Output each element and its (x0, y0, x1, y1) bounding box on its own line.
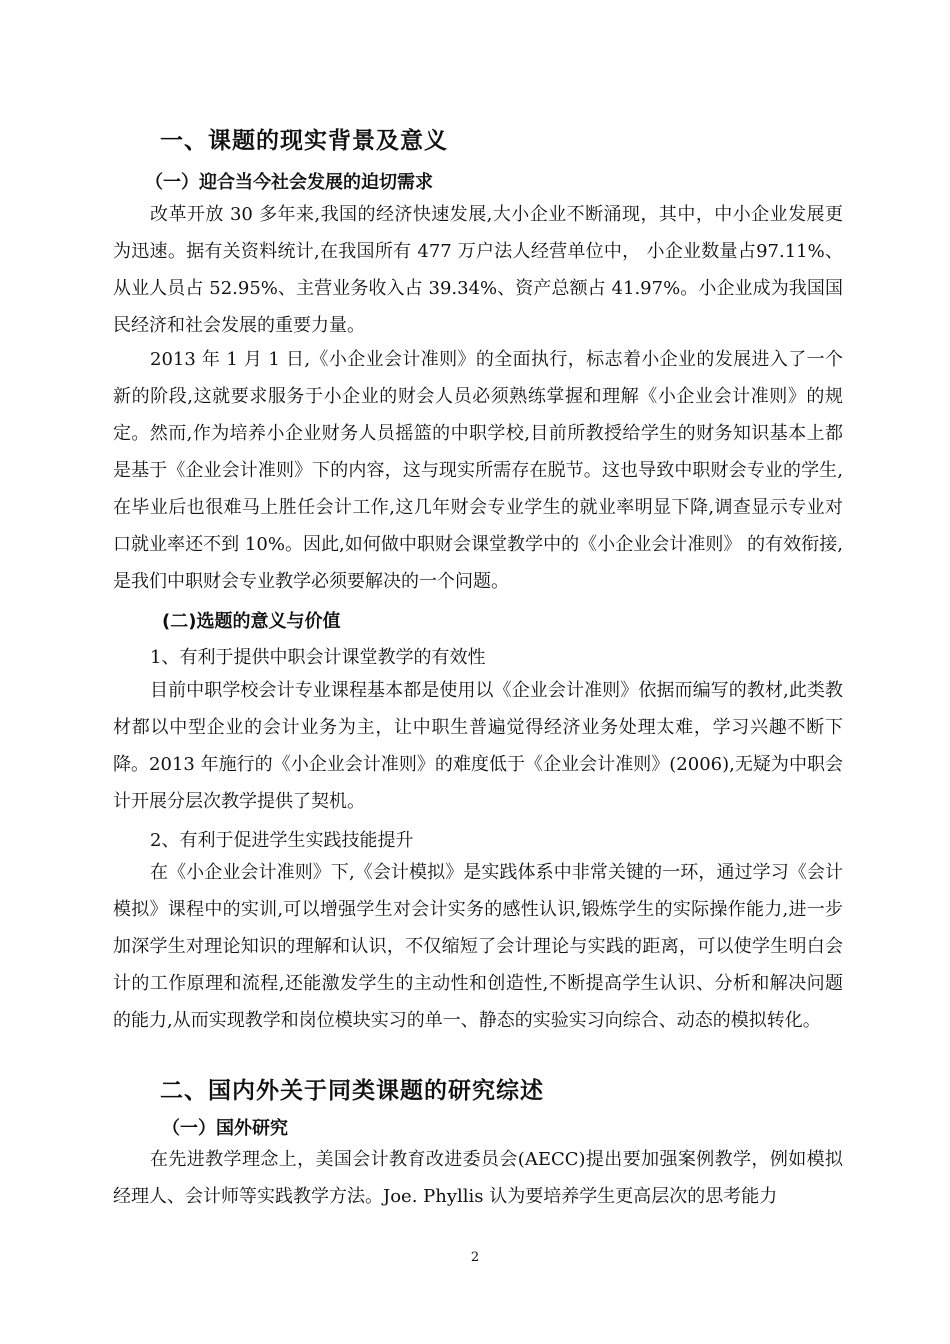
section-1-heading: 一、课题的现实背景及意义 (160, 128, 448, 154)
list-item-2: 2、有利于促进学生实践技能提升 (150, 830, 414, 851)
subsection-2-1-heading: （一）国外研究 (162, 1118, 288, 1139)
page-number: 2 (470, 1250, 480, 1265)
subsection-1-2-heading: (二)选题的意义与价值 (162, 611, 341, 632)
paragraph-4: 在《小企业会计准则》下,《会计模拟》是实践体系中非常关键的一环，通过学习《会计模拟》课程中的实训,可以增强学生对会计实务的感性认识,锻炼学生的实际操作能力,进一步加深学生对理论知识的理解和认识，不仅缩短了会计理论与实践的距离，可以使学生明白会计的工作原理和流程,还能激发学生的主动性和创造性,不断提高学生认识、分析和解决问题的能力,从而实现教学和岗位模块实习的单一、静态的实验实习向综合、动态的模拟转化。 (113, 862, 843, 1031)
list-item-1: 1、有利于提供中职会计课堂教学的有效性 (150, 647, 486, 668)
paragraph-1: 改革开放 30 多年来,我国的经济快速发展,大小企业不断涌现，其中，中小企业发展更为迅速。据有关资料统计,在我国所有 477 万户法人经营单位中， 小企业数量占97.11%、从业人员占 52.95%、主营业务收入占 39.34%、资产总额占 41.97%。小企业成为我国国民经济和社会发展的重要力量。 (113, 204, 843, 336)
subsection-1-1-heading: （一）迎合当今社会发展的迫切需求 (145, 172, 433, 193)
paragraph-2: 2013 年 1 月 1 日,《小企业会计准则》的全面执行，标志着小企业的发展进入了一个新的阶段,这就要求服务于小企业的财会人员必须熟练掌握和理解《小企业会计准则》的规定。然而,作为培养小企业财务人员摇篮的中职学校,目前所教授给学生的财务知识基本上都是基于《企业会计准则》下的内容，这与现实所需存在脱节。这也导致中职财会专业的学生,在毕业后也很难马上胜任会计工作,这几年财会专业学生的就业率明显下降,调查显示专业对口就业率还不到 10%。因此,如何做中职财会课堂教学中的《小企业会计准则》 的有效衔接,是我们中职财会专业教学必须要解决的一个问题。 (113, 349, 843, 592)
section-2-heading: 二、国内外关于同类课题的研究综述 (160, 1078, 544, 1104)
paragraph-5: 在先进教学理念上，美国会计教育改进委员会(AECC)提出要加强案例教学，例如模拟经理人、会计师等实践教学方法。Joe. Phyllis 认为要培养学生更高层次的思考能力 (113, 1149, 843, 1207)
paragraph-3: 目前中职学校会计专业课程基本都是使用以《企业会计准则》依据而编写的教材,此类教材都以中型企业的会计业务为主，让中职生普遍觉得经济业务处理太难，学习兴趣不断下降。2013 年施行的《小企业会计准则》的难度低于《企业会计准则》(2006),无疑为中职会计开展分层次教学提供了契机。 (113, 680, 843, 812)
